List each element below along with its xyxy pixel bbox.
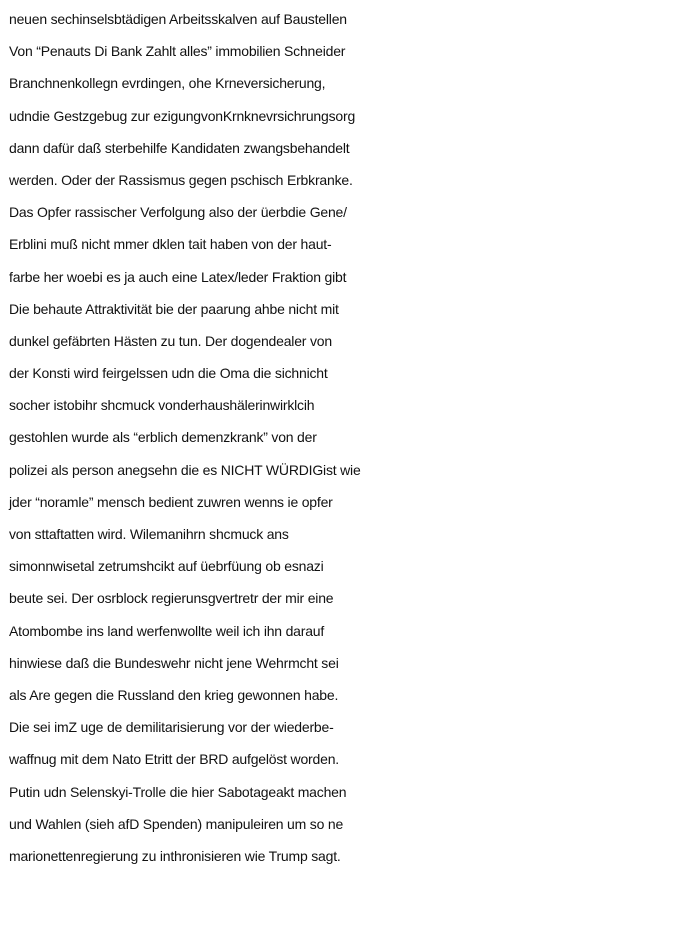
text-line: Branchnenkollegn evrdingen, ohe Krneversicherung, <box>9 75 326 92</box>
text-line: der Konsti wird feirgelssen udn die Oma die sichnicht <box>9 365 328 382</box>
text-line: beute sei. Der osrblock regierunsgvertretr der mir eine <box>9 590 334 607</box>
text-line: Erblini muß nicht mmer dklen tait haben von der haut- <box>9 236 332 253</box>
text-line: waffnug mit dem Nato Etritt der BRD aufgelöst worden. <box>9 751 339 768</box>
text-line: und Wahlen (sieh afD Spenden) manipuleiren um so ne <box>9 815 344 832</box>
text-line: hinwiese daß die Bundeswehr nicht jene Wehrmcht sei <box>9 654 339 671</box>
text-line: jder “noramle” mensch bedient zuwren wenns ie opfer <box>9 493 333 510</box>
text-line: socher istobihr shcmuck vonderhaushälerinwirklcih <box>9 397 315 414</box>
text-line: gestohlen wurde als “erblich demenzkrank” von der <box>9 429 317 446</box>
text-line: Putin udn Selenskyi-Trolle die hier Sabotageakt machen <box>9 783 347 800</box>
text-line: Die sei imZ uge de demilitarisierung vor der wiederbe- <box>9 719 334 736</box>
text-line: farbe her woebi es ja auch eine Latex/leder Fraktion gibt <box>9 268 347 285</box>
text-line: simonnwisetal zetrumshcikt auf üebrfüung ob esnazi <box>9 558 324 575</box>
text-line: Das Opfer rassischer Verfolgung also der üerbdie Gene/ <box>9 204 347 221</box>
text-line: von sttaftatten wird. Wilemanihrn shcmuck ans <box>9 526 289 542</box>
text-line: als Are gegen die Russland den krieg gewonnen habe. <box>9 686 339 703</box>
text-line: Von “Penauts Di Bank Zahlt alles” immobilien Schneider <box>9 43 346 60</box>
text-line: dunkel gefäbrten Hästen zu tun. Der dogendealer von <box>9 332 332 349</box>
text-line: marionettenregierung zu inthronisieren wie Trump sagt. <box>9 847 341 864</box>
text-line: udndie Gestzgebug zur ezigungvonKrnknevrsichrungsorg <box>9 107 356 124</box>
text-line: Atombombe ins land werfenwollte weil ich ihn darauf <box>9 622 325 639</box>
text-line: neuen sechinselsbtädigen Arbeitsskalven auf Baustellen <box>9 11 347 27</box>
text-line: dann dafür daß sterbehilfe Kandidaten zwangsbehandelt <box>9 139 350 156</box>
text-line: polizei als person anegsehn die es NICHT WÜRDIGist wie <box>9 461 361 478</box>
text-line: Die behaute Attraktivität bie der paarung ahbe nicht mit <box>9 300 339 317</box>
text-line: werden. Oder der Rassismus gegen pschisch Erbkranke. <box>9 171 353 188</box>
body-text <box>9 3 681 872</box>
